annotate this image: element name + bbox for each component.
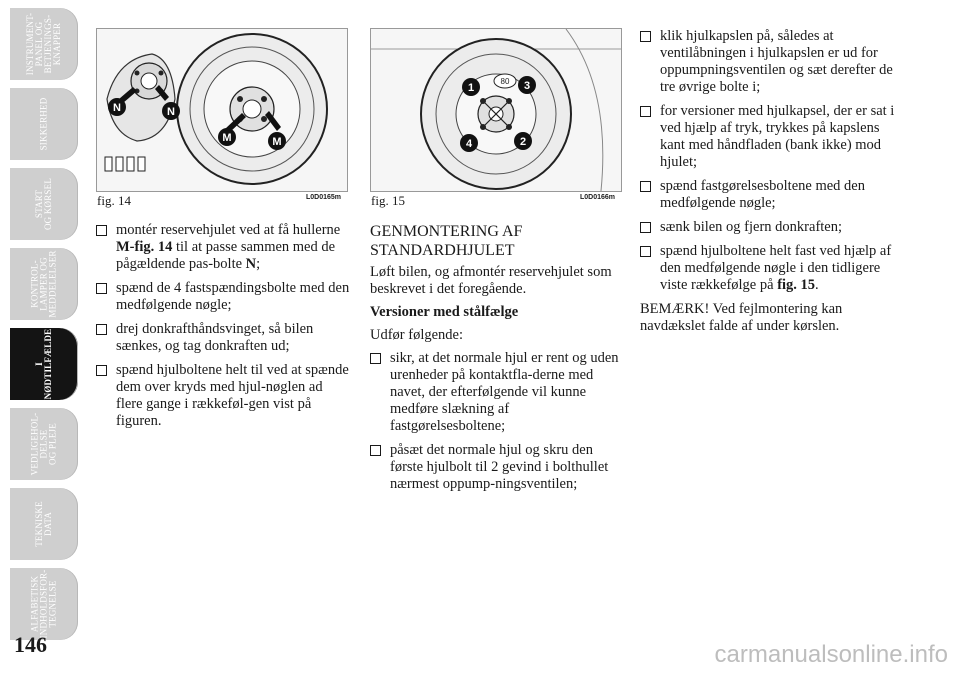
- checkbox-bullet-icon: [640, 222, 651, 233]
- list-item: montér reservehjulet ved at få hullerne M-fig. 14 til at passe sammen med de pågældende pas-bolte N;: [96, 222, 350, 273]
- lead-text: Udfør følgende:: [370, 327, 464, 343]
- list-item: påsæt det normale hjul og skru den første hjulbolt til 2 gevind i bolthullet nærmest oppump-ningsventilen;: [370, 442, 624, 493]
- figure-15-illustration: [370, 28, 622, 192]
- checkbox-bullet-icon: [640, 31, 651, 42]
- figure-14-illustration: [96, 28, 348, 192]
- marker-3: [518, 76, 536, 94]
- marker-n-right: [162, 102, 180, 120]
- list-item: for versioner med hjulkapsel, der er sat i ved hjælp af tryk, trykkes på kapslens kant med håndfladen (bank ikke) mod hjulet;: [640, 103, 898, 171]
- figure-14-caption: fig. 14: [97, 193, 131, 208]
- tab-tekniske-data[interactable]: TEKNISKE DATA: [10, 488, 78, 560]
- spare-wheel-illustration: [177, 34, 327, 184]
- subheading: Versioner med stålfælge: [370, 304, 519, 320]
- marker-n-left: [108, 98, 126, 116]
- marker-m-left: [218, 128, 236, 146]
- figure-15-code: L0D0166m: [580, 194, 616, 201]
- note-text: BEMÆRK! Ved fejlmontering kan navdækslet falde af under kørslen.: [640, 301, 843, 334]
- tab-sikkerhed[interactable]: SIKKERHED: [10, 88, 78, 160]
- svg-text:80: 80: [500, 77, 510, 86]
- list-item: sænk bilen og fjern donkraften;: [640, 219, 898, 236]
- marker-4: [460, 134, 478, 152]
- marker-1: [462, 78, 480, 96]
- list-item: spænd hjulboltene helt til ved at spænde dem over kryds med hjul-nøglen ad flere gange i rækkeføl-gen vist på figuren.: [96, 362, 350, 430]
- svg-text:M: M: [222, 132, 232, 144]
- tab-vedligeholdelse[interactable]: VEDLIGEHOL- DELSE OG PLEJE: [10, 408, 78, 480]
- checkbox-bullet-icon: [96, 283, 107, 294]
- tab-kontrollamper[interactable]: KONTROL- LAMPER OG MEDDELELSER: [10, 248, 78, 320]
- checkbox-bullet-icon: [640, 246, 651, 257]
- list-item: spænd de 4 fastspændingsbolte med den medfølgende nøgle;: [96, 280, 350, 314]
- wrench-label-illustration: [494, 74, 516, 88]
- tab-alfabetisk-indhold[interactable]: ALFABETISK INDHOLDSFOR- TEGNELSE: [10, 568, 78, 640]
- svg-text:N: N: [167, 106, 175, 118]
- column-3: [640, 28, 898, 341]
- watermark: carmanualsonline.info: [714, 641, 948, 668]
- checkbox-bullet-icon: [96, 225, 107, 236]
- figure-15-caption: fig. 15: [371, 193, 405, 208]
- checkbox-bullet-icon: [370, 445, 381, 456]
- column-1: [96, 222, 350, 437]
- svg-text:M: M: [272, 136, 282, 148]
- figure-14-code: L0D0165m: [306, 194, 342, 201]
- list-item: drej donkrafthåndsvinget, så bilen sænkes, og tag donkraften ud;: [96, 321, 350, 355]
- list-item: spænd hjulboltene helt fast ved hjælp af den medfølgende nøgle i den tidligere viste rækkefølge på fig. 15.: [640, 243, 898, 294]
- checkbox-bullet-icon: [96, 324, 107, 335]
- tab-instrumentpanel[interactable]: INSTRUMENT- PANEL OG BETJENINGS- KNAPPER: [10, 8, 78, 80]
- checkbox-bullet-icon: [640, 181, 651, 192]
- svg-text:4: 4: [465, 138, 473, 150]
- checkbox-bullet-icon: [640, 106, 651, 117]
- list-item: spænd fastgørelsesboltene med den medfølgende nøgle;: [640, 178, 898, 212]
- checkbox-bullet-icon: [96, 365, 107, 376]
- tab-start-og-korsel[interactable]: START OG KØRSEL: [10, 168, 78, 240]
- list-item: sikr, at det normale hjul er rent og uden urenheder på kontaktfla-derne med navet, der efterfølgende vil kunne medføre slækning af fastgørelsesboltene;: [370, 350, 624, 435]
- svg-text:2: 2: [519, 136, 527, 148]
- list-item: klik hjulkapslen på, således at ventilåbningen i hjulkapslen er ud for oppumpningsventilen og sæt derefter de tre øvrige bolte i;: [640, 28, 898, 96]
- svg-text:3: 3: [523, 80, 531, 92]
- intro-text: Løft bilen, og afmontér reservehjulet som beskrevet i det foregående.: [370, 264, 612, 297]
- svg-text:1: 1: [467, 82, 475, 94]
- checkbox-bullet-icon: [370, 353, 381, 364]
- page-number: 146: [14, 632, 47, 657]
- section-heading: GENMONTERING AF STANDARDHJULET: [370, 223, 523, 259]
- tab-i-nodtilfaelde[interactable]: I NØDTILFÆLDE: [10, 328, 78, 400]
- wheel-illustration: [421, 39, 571, 189]
- marker-m-right: [268, 132, 286, 150]
- marker-2: [514, 132, 532, 150]
- column-2: [370, 222, 624, 500]
- svg-text:N: N: [113, 102, 121, 114]
